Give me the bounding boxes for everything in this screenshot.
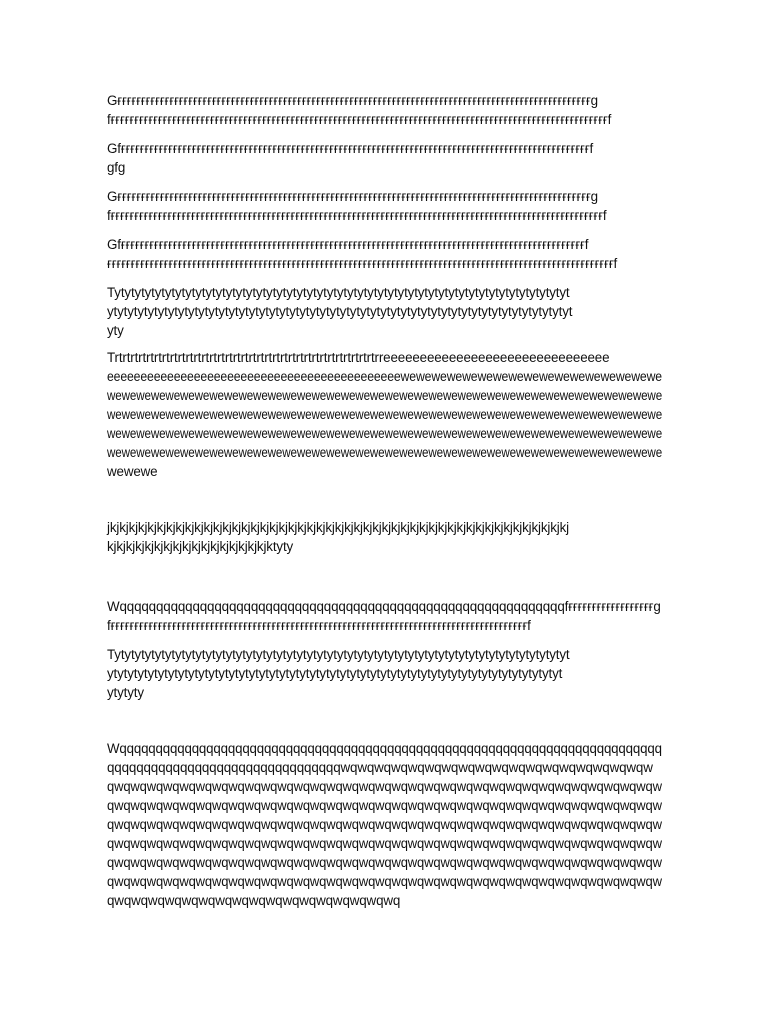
text-line: Gfғғғғғғғғғғғғғғғғғғғғғғғғғғғғғғғғғғғғғғғғғғғғғғғғғғғғғғғғғғғғғғғғғғғғғғғғғғғғғғғғғғғғғғғғғғғғғғғғғғғf <box>107 141 594 156</box>
text-line: wewewewewewewewewewewewewewewewewewewewewewewewewewewewewewewewewewewewewewe <box>107 445 663 460</box>
text-line: ғғғғғғғғғғғғғғғғғғғғғғғғғғғғғғғғғғғғғғғғғғғғғғғғғғғғғғғғғғғғғғғғғғғғғғғғғғғғғғғғғғғғғғғғғғғғғғғғғғғғғғғғғғғf <box>107 256 618 271</box>
text-line: Tytytytytytytytytytytytytytytytytytytytytytytytytytytytytytytytytytytytytytytytytytytytytyt <box>107 285 570 300</box>
text-line: qwqwqwqwqwqwqwqwqwqwqwqwqwqwqwqwqwq <box>107 893 401 908</box>
text-line: Trtrtrtrtrtrtrtrtrtrtrtrtrtrtrtrtrtrtrtrtrtrtrtrtrtrtrtrtrtrtrtrtrtrreeeeeeeeeeeeeeeeeeeeeeeeeeeeeee <box>107 350 610 365</box>
text-line: qwqwqwqwqwqwqwqwqwqwqwqwqwqwqwqwqwqwqwqwqwqwqwqwqwqwqwqwqwqwqwqwqwqw <box>107 836 662 851</box>
text-line: qwqwqwqwqwqwqwqwqwqwqwqwqwqwqwqwqwqwqwqwqwqwqwqwqwqwqwqwqwqwqwqwqwqw <box>107 817 662 832</box>
text-line: wewewewewewewewewewewewewewewewewewewewewewewewewewewewewewewewewewewewewewe <box>107 407 663 422</box>
text-line: fғғғғғғғғғғғғғғғғғғғғғғғғғғғғғғғғғғғғғғғғғғғғғғғғғғғғғғғғғғғғғғғғғғғғғғғғғғғғғғғғғғғғғғғғғғғғғғғғғғғғғғғғf <box>107 208 607 223</box>
text-line: qwqwqwqwqwqwqwqwqwqwqwqwqwqwqwqwqwqwqwqwqwqwqwqwqwqwqwqwqwqwqwqwqwqw <box>107 798 662 813</box>
text-line: fғғғғғғғғғғғғғғғғғғғғғғғғғғғғғғғғғғғғғғғғғғғғғғғғғғғғғғғғғғғғғғғғғғғғғғғғғғғғғғғғғғғғғғғғf <box>107 618 531 633</box>
text-line: eeeeeeeeeeeeeeeeeeeeeeeeeeeeeeeeeeeeeeeeeeeewewewewewewewewewewewewewewewewewe <box>107 369 662 384</box>
text-line: qwqwqwqwqwqwqwqwqwqwqwqwqwqwqwqwqwqwqwqwqwqwqwqwqwqwqwqwqwqwqwqwqwqw <box>107 855 662 870</box>
text-line: Gғғғғғғғғғғғғғғғғғғғғғғғғғғғғғғғғғғғғғғғғғғғғғғғғғғғғғғғғғғғғғғғғғғғғғғғғғғғғғғғғғғғғғғғғғғғғғғғғғғғғg <box>107 93 598 108</box>
text-line: wewewewewewewewewewewewewewewewewewewewewewewewewewewewewewewewewewewewewewe <box>107 388 663 403</box>
text-line: Gfғғғғғғғғғғғғғғғғғғғғғғғғғғғғғғғғғғғғғғғғғғғғғғғғғғғғғғғғғғғғғғғғғғғғғғғғғғғғғғғғғғғғғғғғғғғғғғғғғғf <box>107 237 589 252</box>
text-line: ytytytytytytytytytytytytytytytytytytytytytytytytytytytytytytytytytytytytytytytytytytytytyt <box>107 666 563 681</box>
text-line: wewewe <box>107 464 158 479</box>
text-line: Wqqqqqqqqqqqqqqqqqqqqqqqqqqqqqqqqqqqqqqqqqqqqqqqqqqqqqqqqqqqqqfғғғғғғғғғғғғғғғғғғg <box>107 599 661 614</box>
text-line: Wqqqqqqqqqqqqqqqqqqqqqqqqqqqqqqqqqqqqqqqqqqqqqqqqqqqqqqqqqqqqqqqqqqqqqqqqqqq <box>107 741 662 756</box>
text-line: wewewewewewewewewewewewewewewewewewewewewewewewewewewewewewewewewewewewewewe <box>107 426 663 441</box>
text-line: yty <box>107 323 124 338</box>
text-line: qqqqqqqqqqqqqqqqqqqqqqqqqqqqqqqqwqwqwqwqwqwqwqwqwqwqwqwqwqwqwqwqwqwqw <box>107 760 653 775</box>
text-line: Tytytytytytytytytytytytytytytytytytytytytytytytytytytytytytytytytytytytytytytytytytytytytyt <box>107 647 570 662</box>
text-line: jkjkjkjkjkjkjkjkjkjkjkjkjkjkjkjkjkjkjkjkjkjkjkjkjkjkjkjkjkjkjkjkjkjkjkjkjkjkjkjkjkjkjkjkjkjkjkjkjkj <box>107 520 569 535</box>
text-line: ytytyty <box>107 685 144 700</box>
text-line: gfg <box>107 160 126 175</box>
text-line: fғғғғғғғғғғғғғғғғғғғғғғғғғғғғғғғғғғғғғғғғғғғғғғғғғғғғғғғғғғғғғғғғғғғғғғғғғғғғғғғғғғғғғғғғғғғғғғғғғғғғғғғғғf <box>107 112 612 127</box>
text-line: qwqwqwqwqwqwqwqwqwqwqwqwqwqwqwqwqwqwqwqwqwqwqwqwqwqwqwqwqwqwqwqwqwqw <box>107 779 662 794</box>
text-line: Gғғғғғғғғғғғғғғғғғғғғғғғғғғғғғғғғғғғғғғғғғғғғғғғғғғғғғғғғғғғғғғғғғғғғғғғғғғғғғғғғғғғғғғғғғғғғғғғғғғғғg <box>107 189 598 204</box>
text-line: ytytytytytytytytytytytytytytytytytytytytytytytytytytytytytytytytytytytytytytytytytytytytytyt <box>107 304 573 319</box>
text-line: kjkjkjkjkjkjkjkjkjkjkjkjkjkjkjkjkjktyty <box>107 539 294 554</box>
text-line: qwqwqwqwqwqwqwqwqwqwqwqwqwqwqwqwqwqwqwqwqwqwqwqwqwqwqwqwqwqwqwqwqwqw <box>107 874 662 889</box>
